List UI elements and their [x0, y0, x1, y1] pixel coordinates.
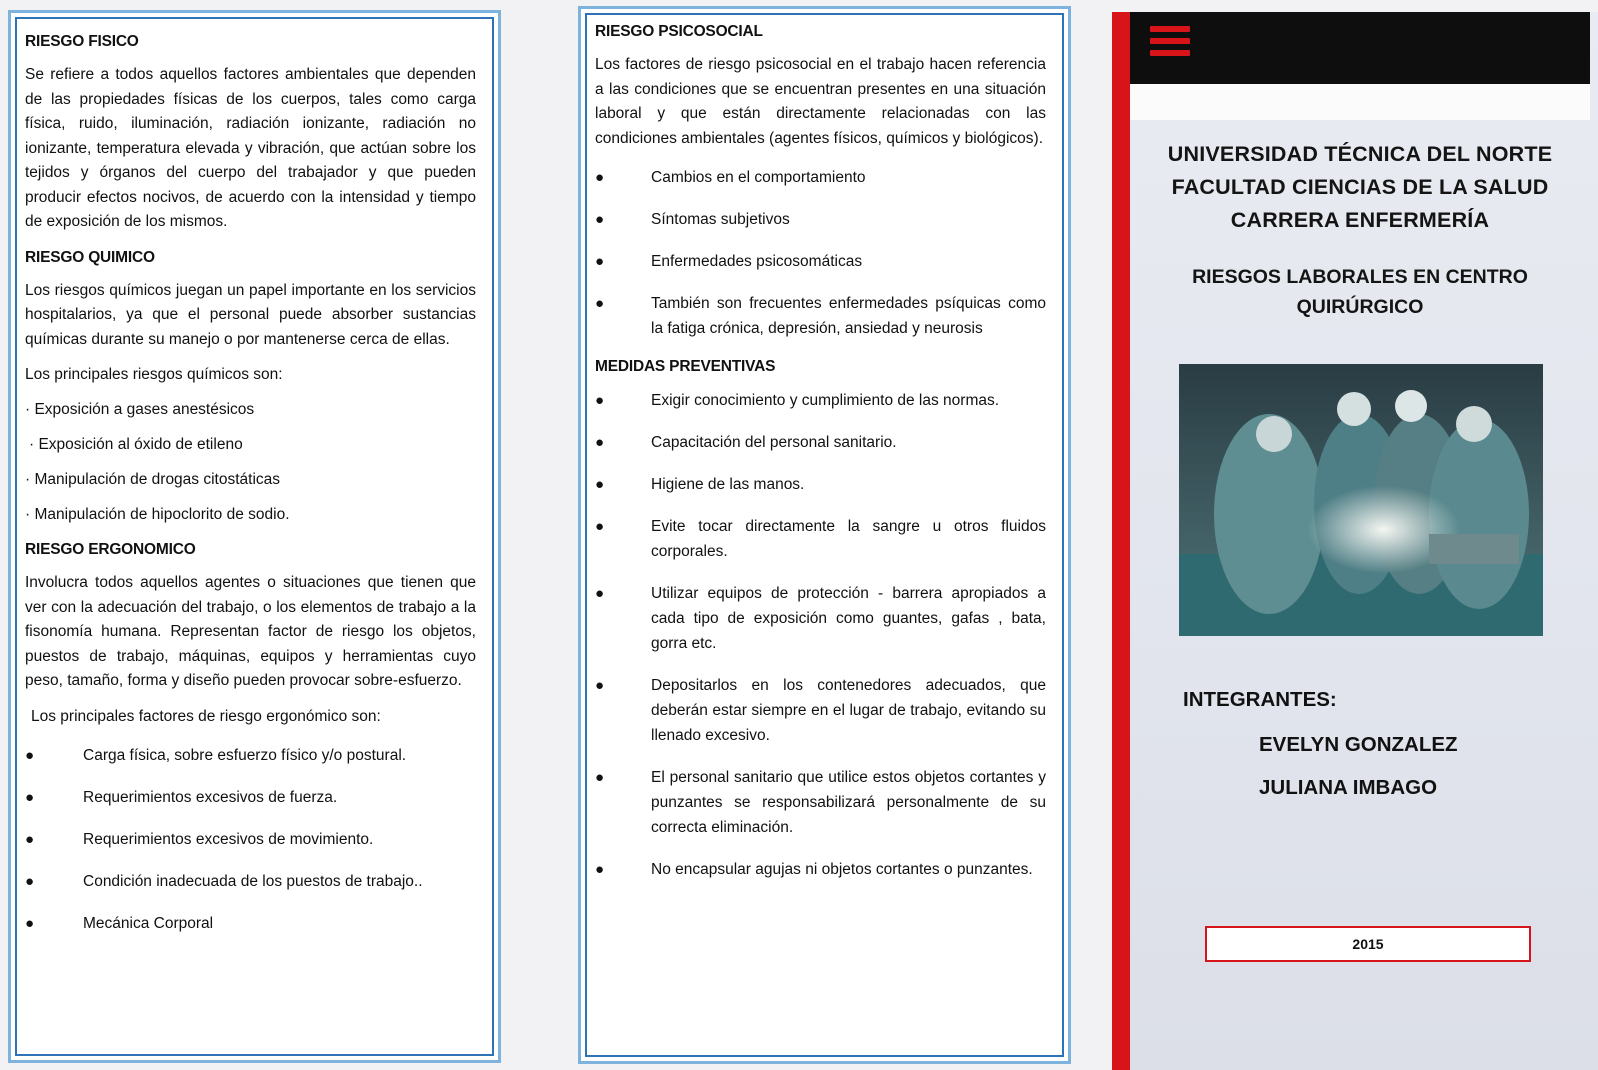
list-item: ● Utilizar equipos de protección - barrera apropiados a cada tipo de exposición como guantes, gafas , bata, gorra etc. [595, 581, 1046, 656]
text-riesgo-ergonomico: Involucra todos aquellos agentes o situaciones que tienen que ver con la adecuación del trabajo, o los elementos de trabajo a la fisonomía humana. Representan factor de riesgo los objetos, puestos de trabajo, máquinas, equipos y herramientas cuyo peso, tamaño, forma y diseño pueden provocar sobre-esfuerzo. [25, 574, 476, 689]
text-riesgo-quimico: Los riesgos químicos juegan un papel importante en los servicios hospitalarios, ya que el personal puede absorber sustancias químicas durante su manejo o por mantenerse cerca de ellas. [25, 281, 476, 348]
bullet-icon: ● [595, 585, 605, 602]
red-stripe [1112, 12, 1130, 1070]
list-item: ● Higiene de las manos. [595, 472, 1046, 497]
heading-riesgo-fisico: RIESGO FISICO [25, 33, 139, 50]
list-item: ● El personal sanitario que utilice estos objetos cortantes y punzantes se responsabilizará personalmente de su correcta eliminación. [595, 765, 1046, 840]
list-item: ● Enfermedades psicosomáticas [595, 249, 1046, 274]
list-factores-ergonomicos [25, 743, 476, 936]
bullet-icon: ● [25, 914, 35, 932]
bullet-icon: ● [25, 746, 35, 764]
list-item: ● Depositarlos en los contenedores adecuados, que deberán estar siempre en el lugar de trabajo, evitando su llenado excesivo. [595, 673, 1046, 748]
list-item: ● También son frecuentes enfermedades psíquicas como la fatiga crónica, depresión, ansiedad y neurosis [595, 291, 1046, 341]
surgical-team-photo [1179, 364, 1543, 636]
list-item: ● Mecánica Corporal [25, 911, 476, 936]
bullet-icon: ● [595, 295, 605, 312]
list-item: ● Capacitación del personal sanitario. [595, 430, 1046, 455]
list-item: ● Síntomas subjetivos [595, 207, 1046, 232]
bullet-icon: ● [595, 518, 605, 535]
bullet-icon: ● [595, 169, 605, 186]
hamburger-menu-icon [1150, 26, 1190, 66]
university-name: UNIVERSIDAD TÉCNICA DEL NORTE [1167, 142, 1553, 166]
bullet-icon: ● [595, 769, 605, 786]
text-riesgo-fisico: Se refiere a todos aquellos factores ambientales que dependen de las propiedades físicas de los cuerpos, tales como carga física, ruido, iluminación, radiación ionizante, radiación no ionizante, temperatura elevada y vibración, que actúan sobre los tejidos y órganos del cuerpo del trabajador y que pueden producir efectos nocivos, de acuerdo con la intensidad y tiempo de exposición de los mismos. [25, 66, 476, 230]
document-title [1140, 262, 1580, 322]
member-name: EVELYN GONZALEZ [1259, 733, 1458, 756]
list-item: · Manipulación de drogas citostáticas [25, 471, 281, 488]
list-item: ● Requerimientos excesivos de fuerza. [25, 785, 476, 810]
intro-riesgos-quimicos: Los principales riesgos químicos son: [25, 366, 283, 383]
bullet-icon: ● [595, 392, 605, 409]
bullet-icon: ● [595, 476, 605, 493]
members-label: INTEGRANTES: [1183, 688, 1337, 711]
list-item: ● Evite tocar directamente la sangre u otros fluidos corporales. [595, 514, 1046, 564]
heading-riesgo-quimico: RIESGO QUIMICO [25, 248, 155, 266]
list-medidas-preventivas [595, 388, 1046, 882]
year-box: 2015 [1205, 926, 1531, 962]
document-title-line-1: RIESGOS LABORALES EN CENTRO [1192, 266, 1528, 288]
list-item: · Manipulación de hipoclorito de sodio. [25, 506, 290, 523]
list-item: ● Condición inadecuada de los puestos de trabajo.. [25, 869, 476, 894]
list-item: ● No encapsular agujas ni objetos cortantes o punzantes. [595, 857, 1046, 882]
list-item: · Exposición al óxido de etileno [29, 436, 243, 453]
list-item: ● Exigir conocimiento y cumplimiento de las normas. [595, 388, 1046, 413]
panel-psicosocial-medidas [578, 6, 1071, 1064]
career-name: CARRERA ENFERMERÍA [1230, 208, 1490, 232]
bullet-icon: ● [595, 211, 605, 228]
intro-factores-ergonomicos: Los principales factores de riesgo ergonómico son: [31, 707, 381, 725]
list-item: ● Cambios en el comportamiento [595, 165, 1046, 190]
bullet-icon: ● [25, 830, 35, 848]
text-riesgo-psicosocial: Los factores de riesgo psicosocial en el trabajo hacen referencia a las condiciones que se encuentran presentes en una situación laboral y que están directamente relacionadas con las condiciones ambientales (agentes físicos, químicos y biológicos). [595, 56, 1046, 147]
bullet-icon: ● [25, 788, 35, 806]
heading-riesgo-ergonomico: RIESGO ERGONOMICO [25, 541, 196, 558]
list-item: ● Carga física, sobre esfuerzo físico y/o postural. [25, 743, 476, 768]
bullet-icon: ● [595, 253, 605, 270]
list-psicosocial [595, 165, 1046, 341]
list-item: · Exposición a gases anestésicos [25, 401, 255, 418]
panel-riesgos-fisico-quimico-ergonomico [8, 10, 501, 1063]
heading-riesgo-psicosocial: RIESGO PSICOSOCIAL [595, 23, 763, 40]
cover-divider [1130, 84, 1590, 120]
document-title-line-2: QUIRÚRGICO [1296, 296, 1424, 318]
member-name: JULIANA IMBAGO [1259, 776, 1438, 799]
heading-medidas-preventivas: MEDIDAS PREVENTIVAS [595, 358, 776, 375]
bullet-icon: ● [595, 434, 605, 451]
bullet-icon: ● [25, 872, 35, 890]
cover-header-bar [1130, 12, 1590, 84]
list-item: ● Requerimientos excesivos de movimiento. [25, 827, 476, 852]
bullet-icon: ● [595, 861, 605, 878]
institution-title [1140, 138, 1580, 237]
faculty-name: FACULTAD CIENCIAS DE LA SALUD [1171, 175, 1549, 199]
bullet-icon: ● [595, 677, 605, 694]
